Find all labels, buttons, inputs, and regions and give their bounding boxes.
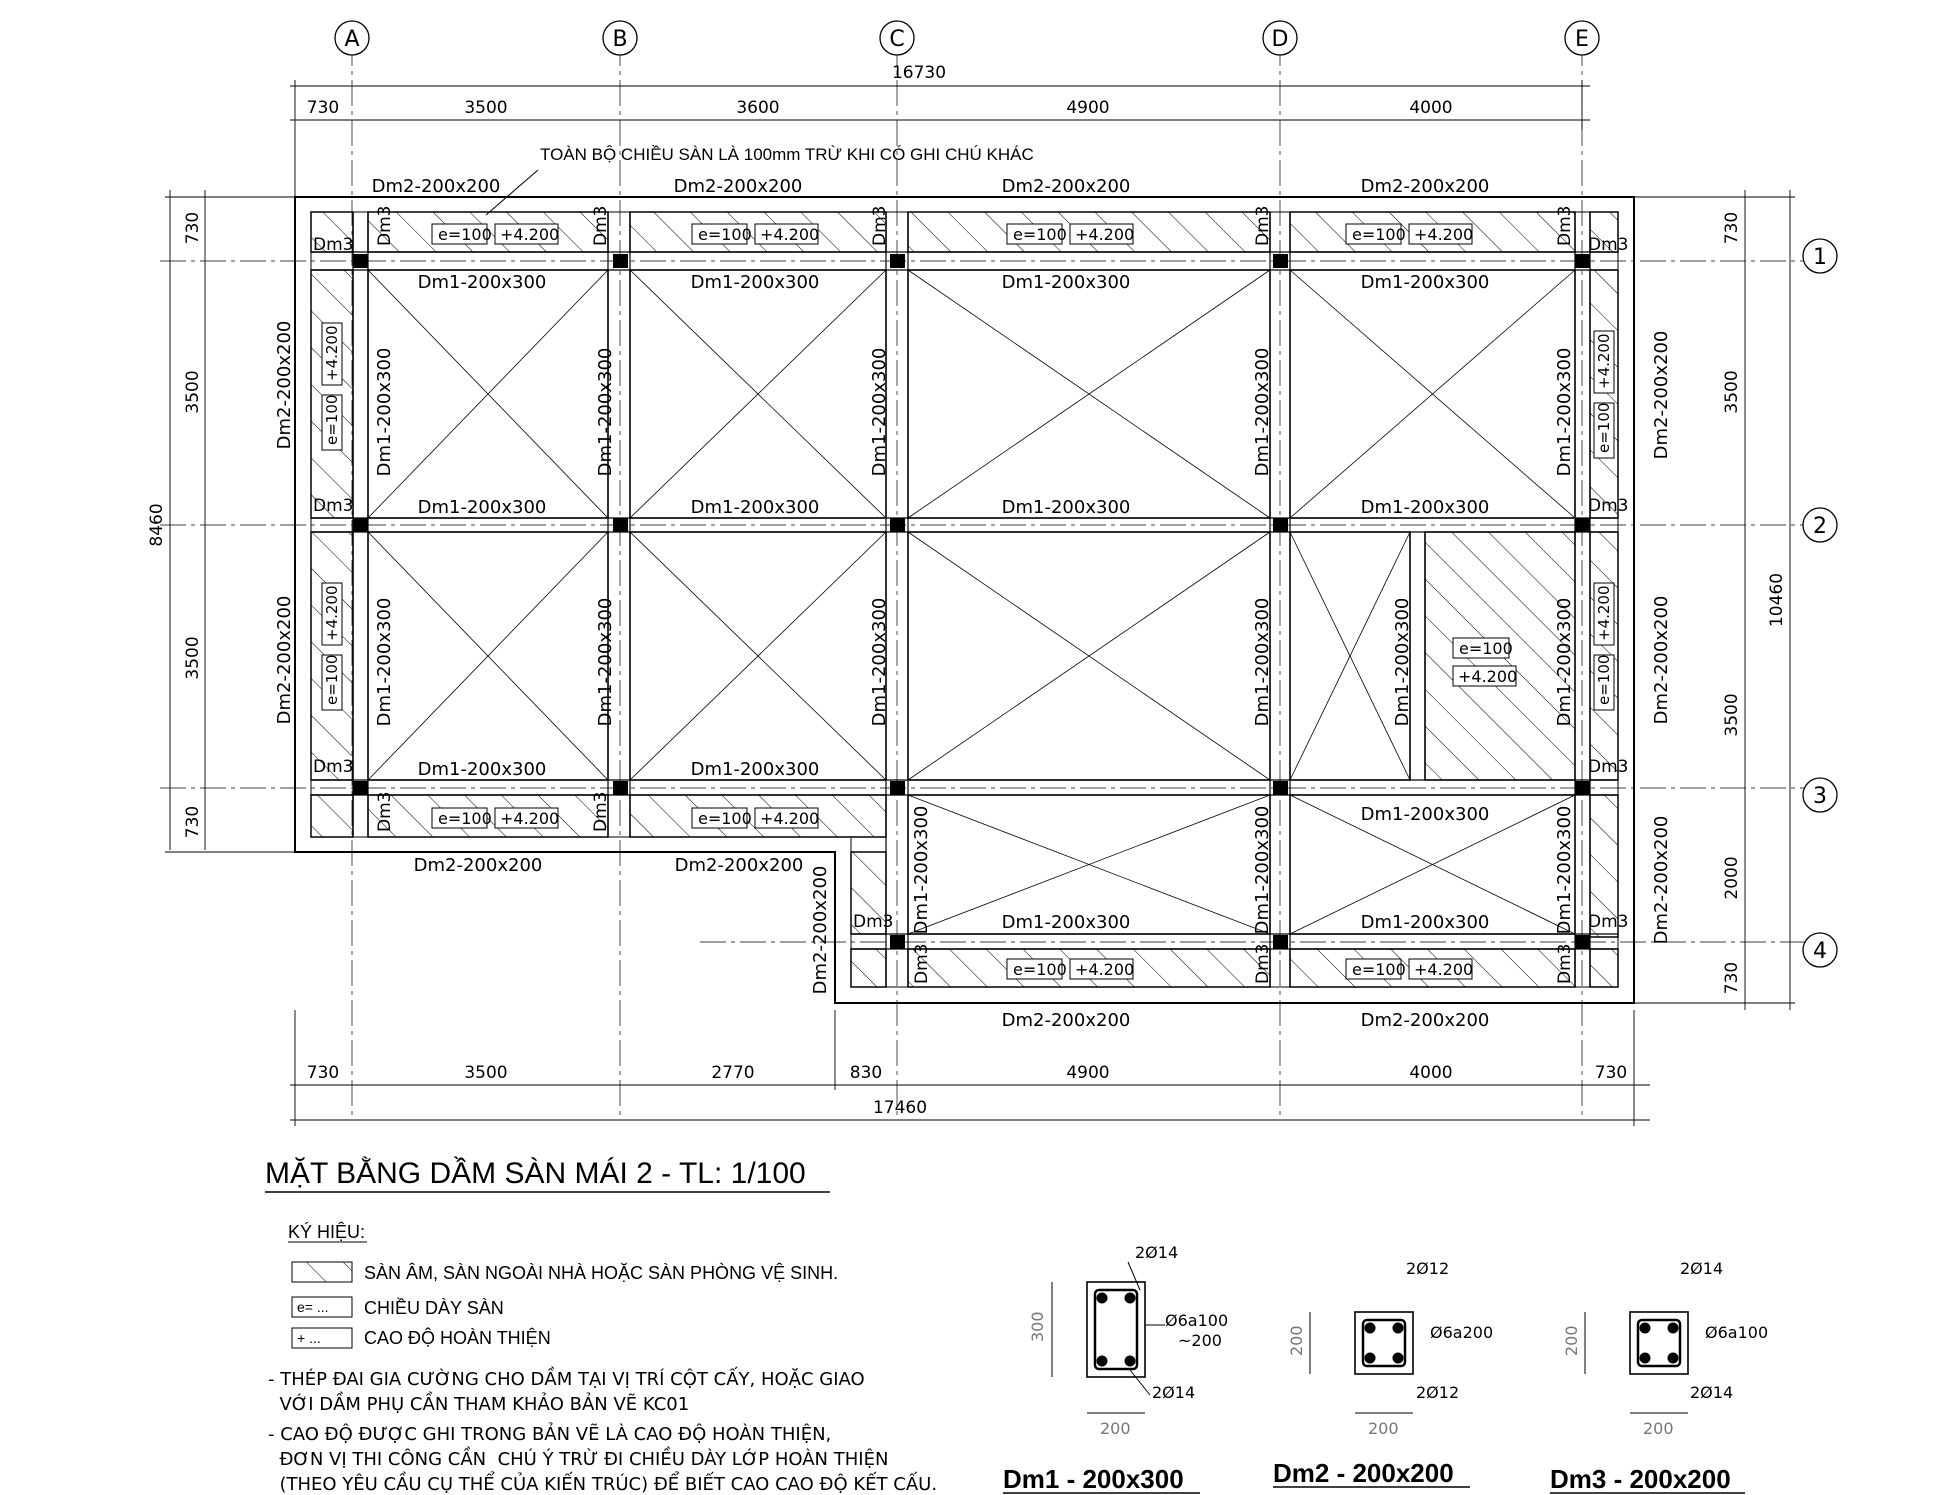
- beam-label-dm1: Dm1-200x300: [595, 347, 616, 477]
- slab-thickness: e=100: [1595, 402, 1613, 453]
- beam-label-dm1: Dm1-200x300: [1360, 497, 1490, 518]
- slab-thickness: e=100: [323, 654, 341, 705]
- slab-elevation: +4.200: [500, 809, 560, 828]
- slab-elevation: +4.200: [1414, 960, 1474, 979]
- beam-label-dm1: Dm1-200x300: [690, 272, 820, 293]
- slab-elevation: +4.200: [323, 325, 341, 381]
- beam-label-dm1: Dm1-200x300: [1252, 597, 1273, 727]
- dim-right: 730: [1722, 961, 1742, 995]
- slab-elevation: +4.200: [1075, 960, 1135, 979]
- grid-label-col: B: [612, 27, 628, 52]
- grid-label-col: C: [889, 27, 905, 52]
- beam-label-dm1: Dm1-200x300: [690, 759, 820, 780]
- beam-label-dm3: Dm3: [853, 912, 894, 932]
- section-name: Dm3 - 200x200: [1550, 1464, 1731, 1494]
- legend-note: (THEO YÊU CẦU CỤ THỂ CỦA KIẾN TRÚC) ĐỂ BIẾT CAO CAO ĐỘ KẾT CẤU.: [268, 1474, 938, 1495]
- legend-note: - THÉP ĐAI GIA CƯỜNG CHO DẦM TẠI VỊ TRÍ CỘT CẤY, HOẶC GIAO: [268, 1369, 865, 1390]
- dim-right: 2000: [1722, 856, 1742, 900]
- beam-label-dm2: Dm2-200x200: [1360, 1010, 1490, 1031]
- slab-thickness: e=100: [323, 394, 341, 445]
- beam-label-dm1: Dm1-200x300: [1392, 597, 1413, 727]
- slab-thickness: e=100: [1352, 960, 1406, 979]
- dim-right: 3500: [1722, 693, 1742, 737]
- section-bottom-bar: 2Ø14: [1152, 1383, 1196, 1402]
- beam-label-dm3: Dm3: [1588, 235, 1629, 255]
- beam-label-dm2: Dm2-200x200: [810, 865, 831, 995]
- slab-elevation: +4.200: [1595, 585, 1613, 641]
- beam-label-dm3: Dm3: [1588, 757, 1629, 777]
- section-bottom-bar: 2Ø14: [1690, 1383, 1734, 1402]
- beam-label-dm3: Dm3: [313, 757, 354, 777]
- dim-top: 3600: [736, 98, 780, 118]
- slab-elevation: +4.200: [760, 809, 820, 828]
- section-top-bar: 2Ø14: [1680, 1259, 1724, 1278]
- slab-tag: [1346, 224, 1473, 244]
- beam-label-dm1: Dm1-200x300: [417, 272, 547, 293]
- beam-label-dm1: Dm1-200x300: [1554, 597, 1575, 727]
- slab-thickness: e=100: [698, 225, 752, 244]
- dim-bottom-total: 17460: [872, 1098, 928, 1118]
- beam-label-dm2: Dm2-200x200: [371, 176, 501, 197]
- section-height: 300: [1028, 1311, 1047, 1342]
- legend: [268, 1222, 937, 1495]
- legend-note: ĐƠN VỊ THI CÔNG CẦN CHÚ Ý TRỪ ĐI CHIỀU DÀY LỚP HOÀN THIỆN: [268, 1449, 889, 1470]
- dim-top: 3500: [464, 98, 508, 118]
- beam-label-dm1: Dm1-200x300: [1252, 347, 1273, 477]
- legend-symbol: + ...: [297, 1330, 321, 1346]
- slab-tag: [692, 808, 819, 828]
- legend-item: CHIỀU DÀY SÀN: [364, 1298, 504, 1318]
- slab-elevation: +4.200: [500, 225, 560, 244]
- beam-label-dm1: Dm1-200x300: [1360, 804, 1490, 825]
- dim-bottom: 730: [1594, 1063, 1628, 1083]
- section-top-bar: 2Ø14: [1135, 1243, 1179, 1262]
- beam-label-dm3: Dm3: [375, 791, 395, 832]
- section-top-bar: 2Ø12: [1406, 1259, 1450, 1278]
- dim-left: 730: [183, 211, 203, 245]
- section-stirrup: Ø6a100: [1165, 1311, 1229, 1330]
- drawing-title: MẶT BẰNG DẦM SÀN MÁI 2 - TL: 1/100: [265, 1157, 806, 1190]
- beam-label-dm3: Dm3: [1555, 205, 1575, 246]
- beam-label-dm1: Dm1-200x300: [595, 597, 616, 727]
- beam-label-dm1: Dm1-200x300: [869, 347, 890, 477]
- dim-right-total: 10460: [1767, 572, 1787, 628]
- slab-elevation: +4.200: [323, 585, 341, 641]
- slab-thickness: e=100: [438, 809, 492, 828]
- section-width: 200: [1643, 1419, 1674, 1438]
- grid-label-row: 1: [1813, 245, 1827, 270]
- beam-label-dm1: Dm1-200x300: [1554, 805, 1575, 935]
- legend-hatch-swatch: [292, 1262, 352, 1282]
- section-name: Dm1 - 200x300: [1003, 1464, 1184, 1494]
- beam-label-dm2: Dm2-200x200: [673, 176, 803, 197]
- beam-label-dm2: Dm2-200x200: [1001, 1010, 1131, 1031]
- slab-thickness: e=100: [1013, 225, 1067, 244]
- beam-label-dm3: Dm3: [313, 496, 354, 516]
- beam-label-dm1: Dm1-200x300: [1360, 272, 1490, 293]
- slab-tag: [1346, 959, 1473, 979]
- dim-left-total: 8460: [147, 503, 167, 547]
- beam-label-dm3: Dm3: [375, 205, 395, 246]
- beam-label-dm1: Dm1-200x300: [374, 347, 395, 477]
- dim-bottom: 4000: [1409, 1063, 1453, 1083]
- dim-bottom: 3500: [464, 1063, 508, 1083]
- slab-thickness: e=100: [1459, 639, 1513, 658]
- dim-top-total: 16730: [891, 63, 947, 83]
- beam-label-dm1: Dm1-200x300: [374, 597, 395, 727]
- legend-heading: KÝ HIỆU:: [288, 1222, 366, 1242]
- dim-bottom: 830: [849, 1063, 883, 1083]
- beam-label-dm1: Dm1-200x300: [911, 805, 932, 935]
- section-height: 200: [1287, 1325, 1306, 1356]
- slab-elevation: +4.200: [1075, 225, 1135, 244]
- grid-label-row: 2: [1813, 514, 1827, 539]
- beam-label-dm2: Dm2-200x200: [1001, 176, 1131, 197]
- dim-bottom: 730: [306, 1063, 340, 1083]
- slab-thickness: e=100: [1595, 654, 1613, 705]
- slab-tag: [1007, 224, 1134, 244]
- grid-label-col: A: [344, 27, 360, 52]
- dim-top: 4000: [1409, 98, 1453, 118]
- section-width: 200: [1100, 1419, 1131, 1438]
- dim-bottom: 4900: [1066, 1063, 1110, 1083]
- section-dm1: [1003, 1243, 1228, 1494]
- section-name: Dm2 - 200x200: [1273, 1458, 1454, 1488]
- slab-thickness: e=100: [1013, 960, 1067, 979]
- legend-item: SÀN ÂM, SÀN NGOÀI NHÀ HOẶC SÀN PHÒNG VỆ SINH.: [364, 1263, 839, 1283]
- slab-tag: [432, 808, 559, 828]
- beam-label-dm2: Dm2-200x200: [274, 320, 295, 450]
- dim-right: 730: [1722, 211, 1742, 245]
- section-dm3: [1550, 1259, 1768, 1494]
- beam-label-dm1: Dm1-200x300: [1001, 912, 1131, 933]
- dim-right: 3500: [1722, 370, 1742, 414]
- beam-label-dm1: Dm1-200x300: [1360, 912, 1490, 933]
- dim-bottom: 2770: [711, 1063, 755, 1083]
- beam-label-dm3: Dm3: [591, 791, 611, 832]
- dim-top: 4900: [1066, 98, 1110, 118]
- beam-label-dm2: Dm2-200x200: [1651, 595, 1672, 725]
- slab-tag: [432, 224, 559, 244]
- slab-tag: [1007, 959, 1134, 979]
- slab-thickness: e=100: [1352, 225, 1406, 244]
- beam-label-dm2: Dm2-200x200: [674, 855, 804, 876]
- dim-left: 3500: [183, 370, 203, 414]
- beam-label-dm3: Dm3: [870, 205, 890, 246]
- beam-label-dm1: Dm1-200x300: [1252, 805, 1273, 935]
- section-bottom-bar: 2Ø12: [1416, 1383, 1460, 1402]
- legend-note: VỚI DẦM PHỤ CẦN THAM KHẢO BẢN VẼ KC01: [268, 1394, 690, 1415]
- grid-label-row: 3: [1813, 784, 1827, 809]
- beam-label-dm1: Dm1-200x300: [417, 497, 547, 518]
- beam-label-dm2: Dm2-200x200: [413, 855, 543, 876]
- beam-label-dm3: Dm3: [912, 943, 932, 984]
- legend-note: - CAO ĐỘ ĐƯỢC GHI TRONG BẢN VẼ LÀ CAO ĐỘ HOÀN THIỆN,: [268, 1424, 832, 1445]
- beam-label-dm1: Dm1-200x300: [690, 497, 820, 518]
- beam-label-dm3: Dm3: [1253, 205, 1273, 246]
- beam-label-dm3: Dm3: [1588, 496, 1629, 516]
- grid-label-col: D: [1271, 27, 1289, 52]
- section-stirrup: ~200: [1178, 1331, 1222, 1350]
- general-note: TOÀN BỘ CHIỀU SÀN LÀ 100mm TRỪ KHI CÓ GHI CHÚ KHÁC: [540, 145, 1034, 164]
- section-height: 200: [1562, 1325, 1581, 1356]
- beam-label-dm2: Dm2-200x200: [1651, 815, 1672, 945]
- legend-symbol: e= ...: [297, 1299, 329, 1315]
- section-width: 200: [1368, 1419, 1399, 1438]
- slab-tag: [692, 224, 819, 244]
- section-dm2: [1273, 1259, 1493, 1488]
- beam-label-dm3: Dm3: [313, 235, 354, 255]
- slab-elevation: +4.200: [1414, 225, 1474, 244]
- beam-label-dm3: Dm3: [1555, 943, 1575, 984]
- beam-label-dm2: Dm2-200x200: [1651, 330, 1672, 460]
- dim-left: 3500: [183, 636, 203, 680]
- slab-thickness: e=100: [438, 225, 492, 244]
- dim-left: 730: [183, 805, 203, 839]
- beam-label-dm3: Dm3: [1253, 943, 1273, 984]
- beam-label-dm1: Dm1-200x300: [1001, 272, 1131, 293]
- grid-label-col: E: [1575, 27, 1589, 52]
- beam-label-dm1: Dm1-200x300: [1554, 347, 1575, 477]
- beam-label-dm3: Dm3: [1588, 912, 1629, 932]
- beam-label-dm1: Dm1-200x300: [869, 597, 890, 727]
- beam-label-dm2: Dm2-200x200: [1360, 176, 1490, 197]
- section-stirrup: Ø6a200: [1430, 1323, 1494, 1342]
- beam-label-dm2: Dm2-200x200: [274, 595, 295, 725]
- slab-elevation: +4.200: [1595, 333, 1613, 389]
- slab-elevation: +4.200: [760, 225, 820, 244]
- grid-label-row: 4: [1813, 939, 1827, 964]
- slab-thickness: e=100: [698, 809, 752, 828]
- beam-label-dm1: Dm1-200x300: [417, 759, 547, 780]
- dim-top: 730: [306, 98, 340, 118]
- beam-label-dm3: Dm3: [591, 205, 611, 246]
- beam-label-dm1: Dm1-200x300: [1001, 497, 1131, 518]
- section-stirrup: Ø6a100: [1705, 1323, 1769, 1342]
- slab-elevation: +4.200: [1458, 667, 1518, 686]
- legend-item: CAO ĐỘ HOÀN THIỆN: [364, 1328, 551, 1348]
